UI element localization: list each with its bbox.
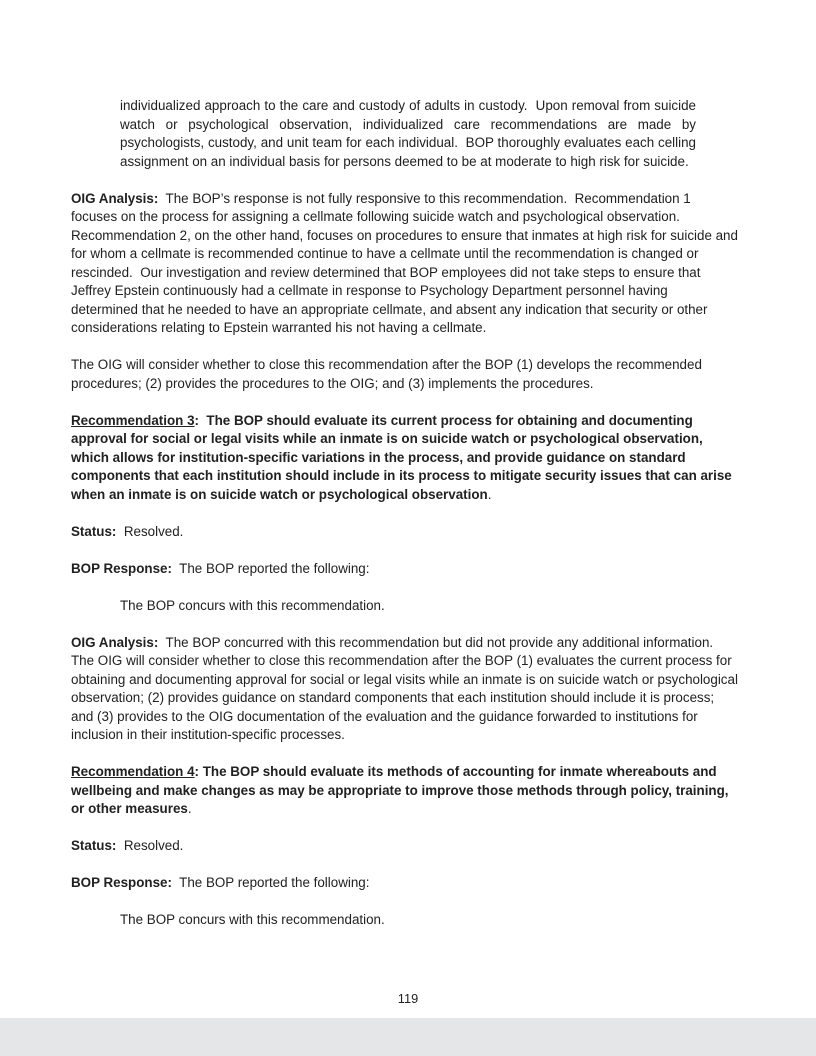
- text-run: BOP Response:: [71, 875, 172, 890]
- document-body: [71, 97, 742, 948]
- text-run: The BOP concurs with this recommendation.: [120, 597, 385, 613]
- text-run: The BOP concurred with this recommendation but did not provide any additional information. The OIG will consider whether to close this recommendation after the BOP (1) evaluates the current process for obtaining and documenting approval for social or legal visits while an inmate is on suicide watch or psychological observation; (2) provides guidance on standard components that each institution should include it is process; and (3) provides to the OIG documentation of the evaluation and the guidance forwarded to institutions for inclusion in their institution-specific processes.: [71, 634, 742, 742]
- page-number: 119: [397, 991, 419, 1006]
- paragraph-bop-concurs-rec3: [120, 597, 738, 616]
- text-run: .: [487, 486, 492, 502]
- text-run: Resolved.: [116, 838, 184, 853]
- text-run: The BOP concurs with this recommendation.: [120, 912, 385, 927]
- paragraph-oig-analysis-rec2: [71, 190, 742, 338]
- paragraph-bop-response-label-rec3: [71, 560, 738, 579]
- paragraph-status-rec3: [71, 523, 738, 542]
- text-run: individualized approach to the care and custody of adults in custody. Upon removal from suicide watch or psychological observation, individualized care recommendations are made by psychologists, custody, and unit team for each individual. BOP thoroughly evaluates each celling assignment on an individual basis for persons deemed to be at moderate to high risk for suicide.: [120, 98, 700, 169]
- paragraph-bop-response-quote-rec2: [120, 97, 700, 171]
- paragraph-oig-analysis-rec3: [71, 634, 742, 745]
- paragraph-status-rec4: [71, 837, 738, 856]
- text-run: The BOP reported the following:: [171, 560, 370, 576]
- text-run: Recommendation 4: [71, 764, 195, 779]
- text-run: : The BOP should evaluate its current process for obtaining and documenting approval for social or legal visits while an inmate is on suicide watch or psychological observation, which allows for institution-specific variations in the process, and provide guidance on standard components that each institution should include in its process to mitigate security issues that can arise when an inmate is on suicide watch or psychological observation: [71, 412, 736, 502]
- paragraph-bop-response-label-rec4: [71, 874, 738, 893]
- footer-bar: [0, 1018, 816, 1056]
- text-run: The BOP’s response is not fully responsive to this recommendation. Recommendation 1 focuses on the process for assigning a cellmate following suicide watch and psychological observation. Recommendation 2, on the other hand, focuses on procedures to ensure that inmates at high risk for suicide and for whom a cellmate is recommended continue to have a cellmate until the recommendation is changed or rescinded. Our investigation and review determined that BOP employees did not take steps to ensure that Jeffrey Epstein continuously had a cellmate in response to Psychology Department personnel having determined that he needed to have an appropriate cellmate, and absent any indication that security or other considerations relating to Epstein warranted his not having a cellmate.: [71, 190, 742, 335]
- text-run: BOP Response:: [71, 560, 172, 576]
- text-run: Status:: [71, 523, 117, 539]
- text-run: : The BOP should evaluate its methods of accounting for inmate whereabouts and wellbeing and make changes as may be appropriate to improve those methods through policy, training, or other measures: [71, 764, 733, 816]
- text-run: Resolved.: [116, 523, 184, 539]
- text-run: The OIG will consider whether to close this recommendation after the BOP (1) develops the recommended procedures; (2) provides the procedures to the OIG; and (3) implements the procedures.: [71, 357, 706, 391]
- text-run: The BOP reported the following:: [171, 875, 370, 890]
- paragraph-recommendation-4-heading: [71, 763, 738, 819]
- text-run: OIG Analysis:: [71, 190, 159, 206]
- paragraph-oig-close-conditions-rec2: [71, 356, 738, 393]
- text-run: Status:: [71, 838, 117, 853]
- text-run: Recommendation 3: [71, 412, 195, 428]
- text-run: .: [187, 801, 192, 816]
- paragraph-recommendation-3-heading: [71, 412, 738, 505]
- text-run: OIG Analysis:: [71, 634, 159, 650]
- paragraph-bop-concurs-rec4: [120, 911, 738, 930]
